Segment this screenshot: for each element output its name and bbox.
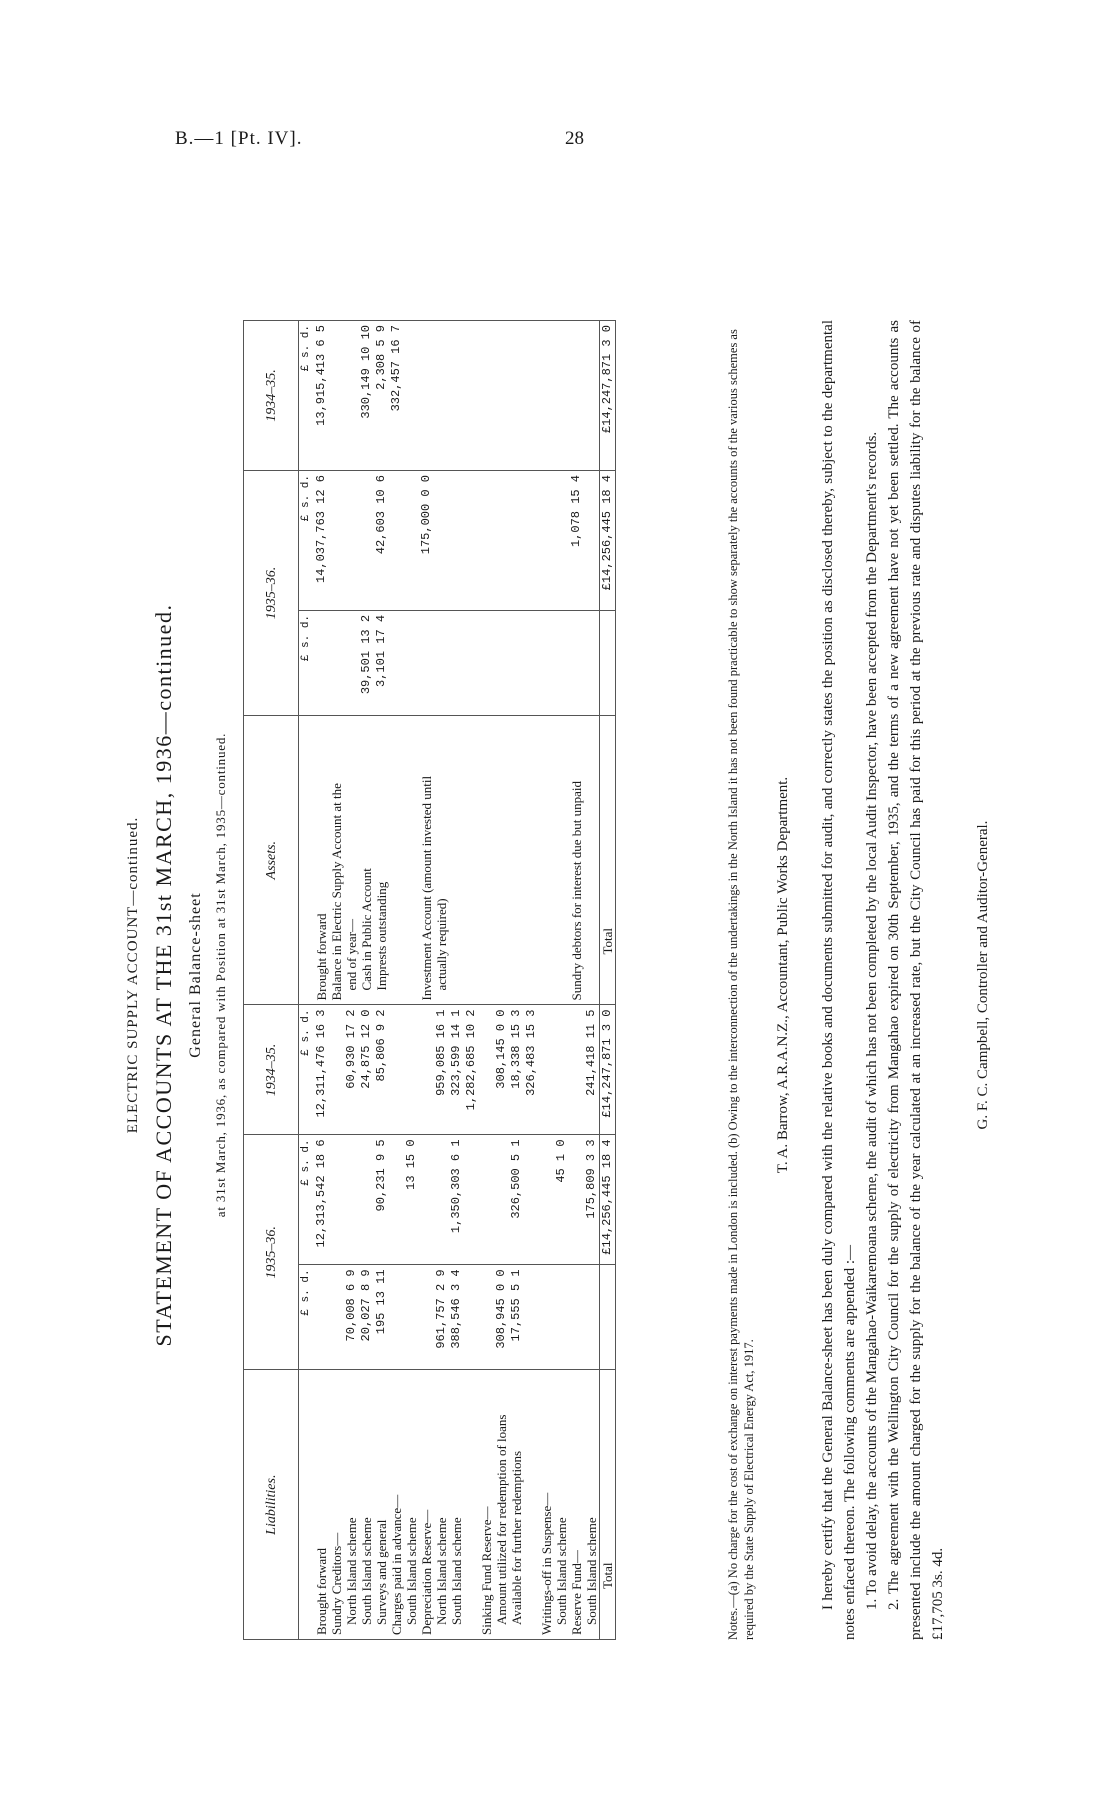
- asset-amount-1936: [464, 471, 479, 611]
- asset-label: [539, 715, 554, 1005]
- liability-subamount: [524, 1265, 539, 1370]
- asset-amount-1935: [524, 321, 539, 471]
- units-label: £ s. d.: [299, 321, 315, 471]
- table-row: [494, 321, 509, 1640]
- asset-label: [494, 715, 509, 1005]
- liability-label: South Island scheme: [404, 1370, 419, 1640]
- total-assets-1936: £14,256,445 18 4: [600, 471, 616, 611]
- asset-label: [404, 715, 419, 1005]
- liability-amount-1935: 60,930 17 2: [344, 1005, 359, 1135]
- units-label: £ s. d.: [299, 1135, 315, 1265]
- liability-subamount: [479, 1265, 494, 1370]
- liability-subamount: [389, 1265, 404, 1370]
- liability-amount-1936: [419, 1135, 434, 1265]
- table-row: [584, 321, 600, 1640]
- asset-label: [524, 715, 539, 1005]
- asset-amount-1935: [479, 321, 494, 471]
- liability-label: North Island scheme: [434, 1370, 449, 1640]
- liability-amount-1935: [404, 1005, 419, 1135]
- asset-subamount: [584, 610, 600, 715]
- asset-amount-1935: [569, 321, 584, 471]
- units-label: £ s. d.: [299, 610, 315, 715]
- rotated-page-content: [105, 250, 1005, 1700]
- liability-label: Writings-off in Suspense—: [539, 1370, 554, 1640]
- asset-amount-1936: [344, 471, 359, 611]
- liability-amount-1936: [479, 1135, 494, 1265]
- liability-subamount: [554, 1265, 569, 1370]
- total-liabilities-1936: £14,256,445 18 4: [600, 1135, 616, 1265]
- accountant-signature: T. A. Barrow, A.R.A.N.Z., Accountant, Public Works Department.: [775, 776, 791, 1174]
- liability-amount-1935: 85,806 9 2: [374, 1005, 389, 1135]
- liability-subamount: [314, 1265, 329, 1370]
- liability-subamount: [584, 1265, 600, 1370]
- liability-label: South Island scheme: [359, 1370, 374, 1640]
- total-label: Total: [600, 1370, 616, 1640]
- asset-amount-1936: 42,603 10 6: [374, 471, 389, 611]
- liability-subamount: 195 13 11: [374, 1265, 389, 1370]
- liability-amount-1936: [434, 1135, 449, 1265]
- liability-subamount: 308,945 0 0: [494, 1265, 509, 1370]
- units-label: £ s. d.: [299, 471, 315, 611]
- asset-amount-1935: [554, 321, 569, 471]
- total-row: [600, 321, 616, 1640]
- total-assets-1935: £14,247,871 3 0: [600, 321, 616, 471]
- asset-subamount: 39,501 13 2: [359, 610, 374, 715]
- asset-subamount: [314, 610, 329, 715]
- asset-label: Balance in Electric Supply Account at the: [329, 715, 344, 1005]
- certificate-comment-2: 2. The agreement with the Wellington City Council for the supply of electricity from Mangahao expired on 30th September, 1935, and the terms of a new agreement have not yet been settled. The accounts as presented include the amount charged for the supply for the balance of the year calculated at an increased rate, but the City Council has paid for this period at the previous rate and disputes liability for the balance of £17,705 3s. 4d.: [886, 320, 946, 1640]
- balance-sheet-subtitle: at 31st March, 1936, as compared with Position at 31st March, 1935—continued.: [213, 732, 228, 1218]
- asset-amount-1936: [539, 471, 554, 611]
- asset-subamount: [344, 610, 359, 715]
- asset-amount-1936: [359, 471, 374, 611]
- liability-subamount: [569, 1265, 584, 1370]
- empty-cell: [600, 1265, 616, 1370]
- table-row: [434, 321, 449, 1640]
- asset-amount-1936: [524, 471, 539, 611]
- table-header-row: [244, 321, 299, 1640]
- liability-subamount: [464, 1265, 479, 1370]
- asset-label: Brought forward: [314, 715, 329, 1005]
- liability-label: Sinking Fund Reserve—: [479, 1370, 494, 1640]
- asset-amount-1935: [344, 321, 359, 471]
- table-row: [479, 321, 494, 1640]
- table-row: [359, 321, 374, 1640]
- document-reference: B.—1 [Pt. IV].: [175, 128, 303, 149]
- table-row: [464, 321, 479, 1640]
- asset-amount-1936: [434, 471, 449, 611]
- liability-subamount: 70,008 6 9: [344, 1265, 359, 1370]
- certificate-intro: I hereby certify that the General Balance-sheet has been duly compared with the relative books and documents submitted for audit, and correctly states the position as disclosed thereby, subject to the departmental notes enfaced thereon. The following comments are appended :—: [820, 320, 858, 1640]
- units-label: £ s. d.: [299, 1005, 315, 1135]
- liability-subamount: 20,027 8 9: [359, 1265, 374, 1370]
- asset-label: actually required): [434, 715, 449, 1005]
- asset-amount-1935: 2,308 5 9: [374, 321, 389, 471]
- asset-amount-1935: 332,457 16 7: [389, 321, 404, 471]
- liability-amount-1935: 308,145 0 0: [494, 1005, 509, 1135]
- liability-amount-1935: [389, 1005, 404, 1135]
- liability-amount-1936: 45 1 0: [554, 1135, 569, 1265]
- liability-label: Surveys and general: [374, 1370, 389, 1640]
- asset-label: Sundry debtors for interest due but unpaid: [569, 715, 584, 1005]
- table-row: [344, 321, 359, 1640]
- asset-amount-1935: [539, 321, 554, 471]
- notes: Notes.—(a) No charge for the cost of exchange on interest payments made in London is included. (b) Owing to the interconnection of the undertakings in the North Island it has not been found practicable to show separately the accounts of the various schemes as required by the State Supply of Electrical Energy Act, 1917.: [726, 329, 756, 1640]
- liability-amount-1936: [329, 1135, 344, 1265]
- assets-header: Assets.: [244, 715, 299, 1005]
- liability-subamount: [419, 1265, 434, 1370]
- asset-label: Investment Account (amount invested until: [419, 715, 434, 1005]
- liability-label: South Island scheme: [554, 1370, 569, 1640]
- liability-label: Available for further redemptions: [509, 1370, 524, 1640]
- liability-label: Amount utilized for redemption of loans: [494, 1370, 509, 1640]
- asset-amount-1936: 14,037,763 12 6: [314, 471, 329, 611]
- liability-subamount: 17,555 5 1: [509, 1265, 524, 1370]
- asset-subamount: [434, 610, 449, 715]
- asset-label: [389, 715, 404, 1005]
- liabilities-1936-header: 1935–36.: [244, 1135, 299, 1370]
- liability-amount-1935: 24,875 12 0: [359, 1005, 374, 1135]
- table-row: [509, 321, 524, 1640]
- table-row: [404, 321, 419, 1640]
- asset-subamount: [389, 610, 404, 715]
- liability-label: South Island scheme: [449, 1370, 464, 1640]
- auditor-certificate: [817, 320, 949, 1640]
- liability-label: Charges paid in advance—: [389, 1370, 404, 1640]
- liability-subamount: [404, 1265, 419, 1370]
- asset-amount-1935: [434, 321, 449, 471]
- asset-amount-1935: [464, 321, 479, 471]
- asset-amount-1936: [494, 471, 509, 611]
- liability-amount-1935: [419, 1005, 434, 1135]
- table-row: [374, 321, 389, 1640]
- asset-amount-1935: [419, 321, 434, 471]
- asset-amount-1935: [494, 321, 509, 471]
- liability-label: [464, 1370, 479, 1640]
- table-row: [314, 321, 329, 1640]
- asset-amount-1935: [449, 321, 464, 471]
- table-row: [449, 321, 464, 1640]
- statement-title: STATEMENT OF ACCOUNTS AT THE 31st MARCH, 1936—continued.: [151, 603, 176, 1347]
- table-row: [389, 321, 404, 1640]
- asset-label: [479, 715, 494, 1005]
- liability-amount-1936: 175,809 3 3: [584, 1135, 600, 1265]
- assets-1935-header: 1934–35.: [244, 321, 299, 471]
- units-row: [299, 321, 315, 1640]
- liability-amount-1936: 1,350,303 6 1: [449, 1135, 464, 1265]
- asset-subamount: [329, 610, 344, 715]
- asset-amount-1935: [584, 321, 600, 471]
- liability-amount-1935: [539, 1005, 554, 1135]
- liability-amount-1936: [344, 1135, 359, 1265]
- liability-amount-1935: 18,338 15 3: [509, 1005, 524, 1135]
- table-row: [524, 321, 539, 1640]
- liability-amount-1935: 1,282,685 10 2: [464, 1005, 479, 1135]
- liability-amount-1936: 13 15 0: [404, 1135, 419, 1265]
- table-row: [329, 321, 344, 1640]
- liability-label: North Island scheme: [344, 1370, 359, 1640]
- liability-amount-1935: [554, 1005, 569, 1135]
- liability-amount-1936: [539, 1135, 554, 1265]
- asset-amount-1935: [509, 321, 524, 471]
- liability-amount-1935: 326,483 15 3: [524, 1005, 539, 1135]
- asset-label: end of year—: [344, 715, 359, 1005]
- asset-subamount: [509, 610, 524, 715]
- liability-subamount: 388,546 3 4: [449, 1265, 464, 1370]
- liability-amount-1935: [569, 1005, 584, 1135]
- asset-amount-1936: [509, 471, 524, 611]
- liability-amount-1935: 323,599 14 1: [449, 1005, 464, 1135]
- liability-amount-1936: [569, 1135, 584, 1265]
- liability-subamount: [539, 1265, 554, 1370]
- asset-subamount: [524, 610, 539, 715]
- balance-sheet-title: General Balance-sheet: [187, 892, 204, 1058]
- liability-amount-1935: [479, 1005, 494, 1135]
- asset-amount-1936: [584, 471, 600, 611]
- liability-amount-1935: [329, 1005, 344, 1135]
- asset-subamount: [479, 610, 494, 715]
- liability-amount-1936: [494, 1135, 509, 1265]
- liability-subamount: [329, 1265, 344, 1370]
- asset-amount-1936: [329, 471, 344, 611]
- liabilities-1935-header: 1934–35.: [244, 1005, 299, 1135]
- liability-label: [524, 1370, 539, 1640]
- liability-amount-1936: 90,231 9 5: [374, 1135, 389, 1265]
- table-row: [539, 321, 554, 1640]
- units-label: £ s. d.: [299, 1265, 315, 1370]
- assets-1936-header: 1935–36.: [244, 471, 299, 716]
- asset-amount-1936: [554, 471, 569, 611]
- liability-label: Sundry Creditors—: [329, 1370, 344, 1640]
- asset-subamount: [419, 610, 434, 715]
- asset-subamount: [464, 610, 479, 715]
- asset-amount-1936: [404, 471, 419, 611]
- asset-subamount: 3,101 17 4: [374, 610, 389, 715]
- asset-subamount: [494, 610, 509, 715]
- liability-amount-1936: [524, 1135, 539, 1265]
- asset-subamount: [539, 610, 554, 715]
- liability-amount-1936: 326,500 5 1: [509, 1135, 524, 1265]
- liability-subamount: 961,757 2 9: [434, 1265, 449, 1370]
- asset-subamount: [404, 610, 419, 715]
- asset-subamount: [554, 610, 569, 715]
- asset-amount-1935: [329, 321, 344, 471]
- table-row: [419, 321, 434, 1640]
- liability-label: South Island scheme: [584, 1370, 600, 1640]
- asset-amount-1936: [479, 471, 494, 611]
- certificate-comment-1: 1. To avoid delay, the accounts of the Mangahao-Waikaremoana scheme, the audit of which has not been completed by the local Audit Inspector, have been accepted from the Department's records.: [864, 431, 880, 1610]
- asset-label: [584, 715, 600, 1005]
- liability-amount-1935: 12,311,476 16 3: [314, 1005, 329, 1135]
- page-number: 28: [565, 128, 584, 149]
- liability-amount-1935: 241,418 11 5: [584, 1005, 600, 1135]
- asset-subamount: [449, 610, 464, 715]
- liability-amount-1936: [359, 1135, 374, 1265]
- liability-label: Reserve Fund—: [569, 1370, 584, 1640]
- liability-amount-1936: 12,313,542 18 6: [314, 1135, 329, 1265]
- total-liabilities-1935: £14,247,871 3 0: [600, 1005, 616, 1135]
- liability-label: Depreciation Reserve—: [419, 1370, 434, 1640]
- asset-label: [449, 715, 464, 1005]
- liability-label: Brought forward: [314, 1370, 329, 1640]
- liability-amount-1936: [389, 1135, 404, 1265]
- account-title: ELECTRIC SUPPLY ACCOUNT—continued.: [125, 816, 141, 1134]
- liability-amount-1936: [464, 1135, 479, 1265]
- asset-amount-1936: [389, 471, 404, 611]
- asset-amount-1935: 13,915,413 6 5: [314, 321, 329, 471]
- asset-subamount: [569, 610, 584, 715]
- asset-label: [554, 715, 569, 1005]
- asset-amount-1935: 330,149 10 10: [359, 321, 374, 471]
- asset-amount-1936: [449, 471, 464, 611]
- auditor-signature: G. F. C. Campbell, Controller and Auditor-General.: [975, 820, 991, 1130]
- balance-sheet-table: [243, 320, 616, 1640]
- asset-amount-1936: 175,000 0 0: [419, 471, 434, 611]
- asset-label: Imprests outstanding: [374, 715, 389, 1005]
- liability-amount-1935: 959,085 16 1: [434, 1005, 449, 1135]
- asset-label: [464, 715, 479, 1005]
- asset-label: Cash in Public Account: [359, 715, 374, 1005]
- table-row: [554, 321, 569, 1640]
- asset-amount-1936: 1,078 15 4: [569, 471, 584, 611]
- asset-amount-1935: [404, 321, 419, 471]
- liabilities-header: Liabilities.: [244, 1370, 299, 1640]
- total-label: Total: [600, 715, 616, 1005]
- table-row: [569, 321, 584, 1640]
- asset-label: [509, 715, 524, 1005]
- empty-cell: [600, 610, 616, 715]
